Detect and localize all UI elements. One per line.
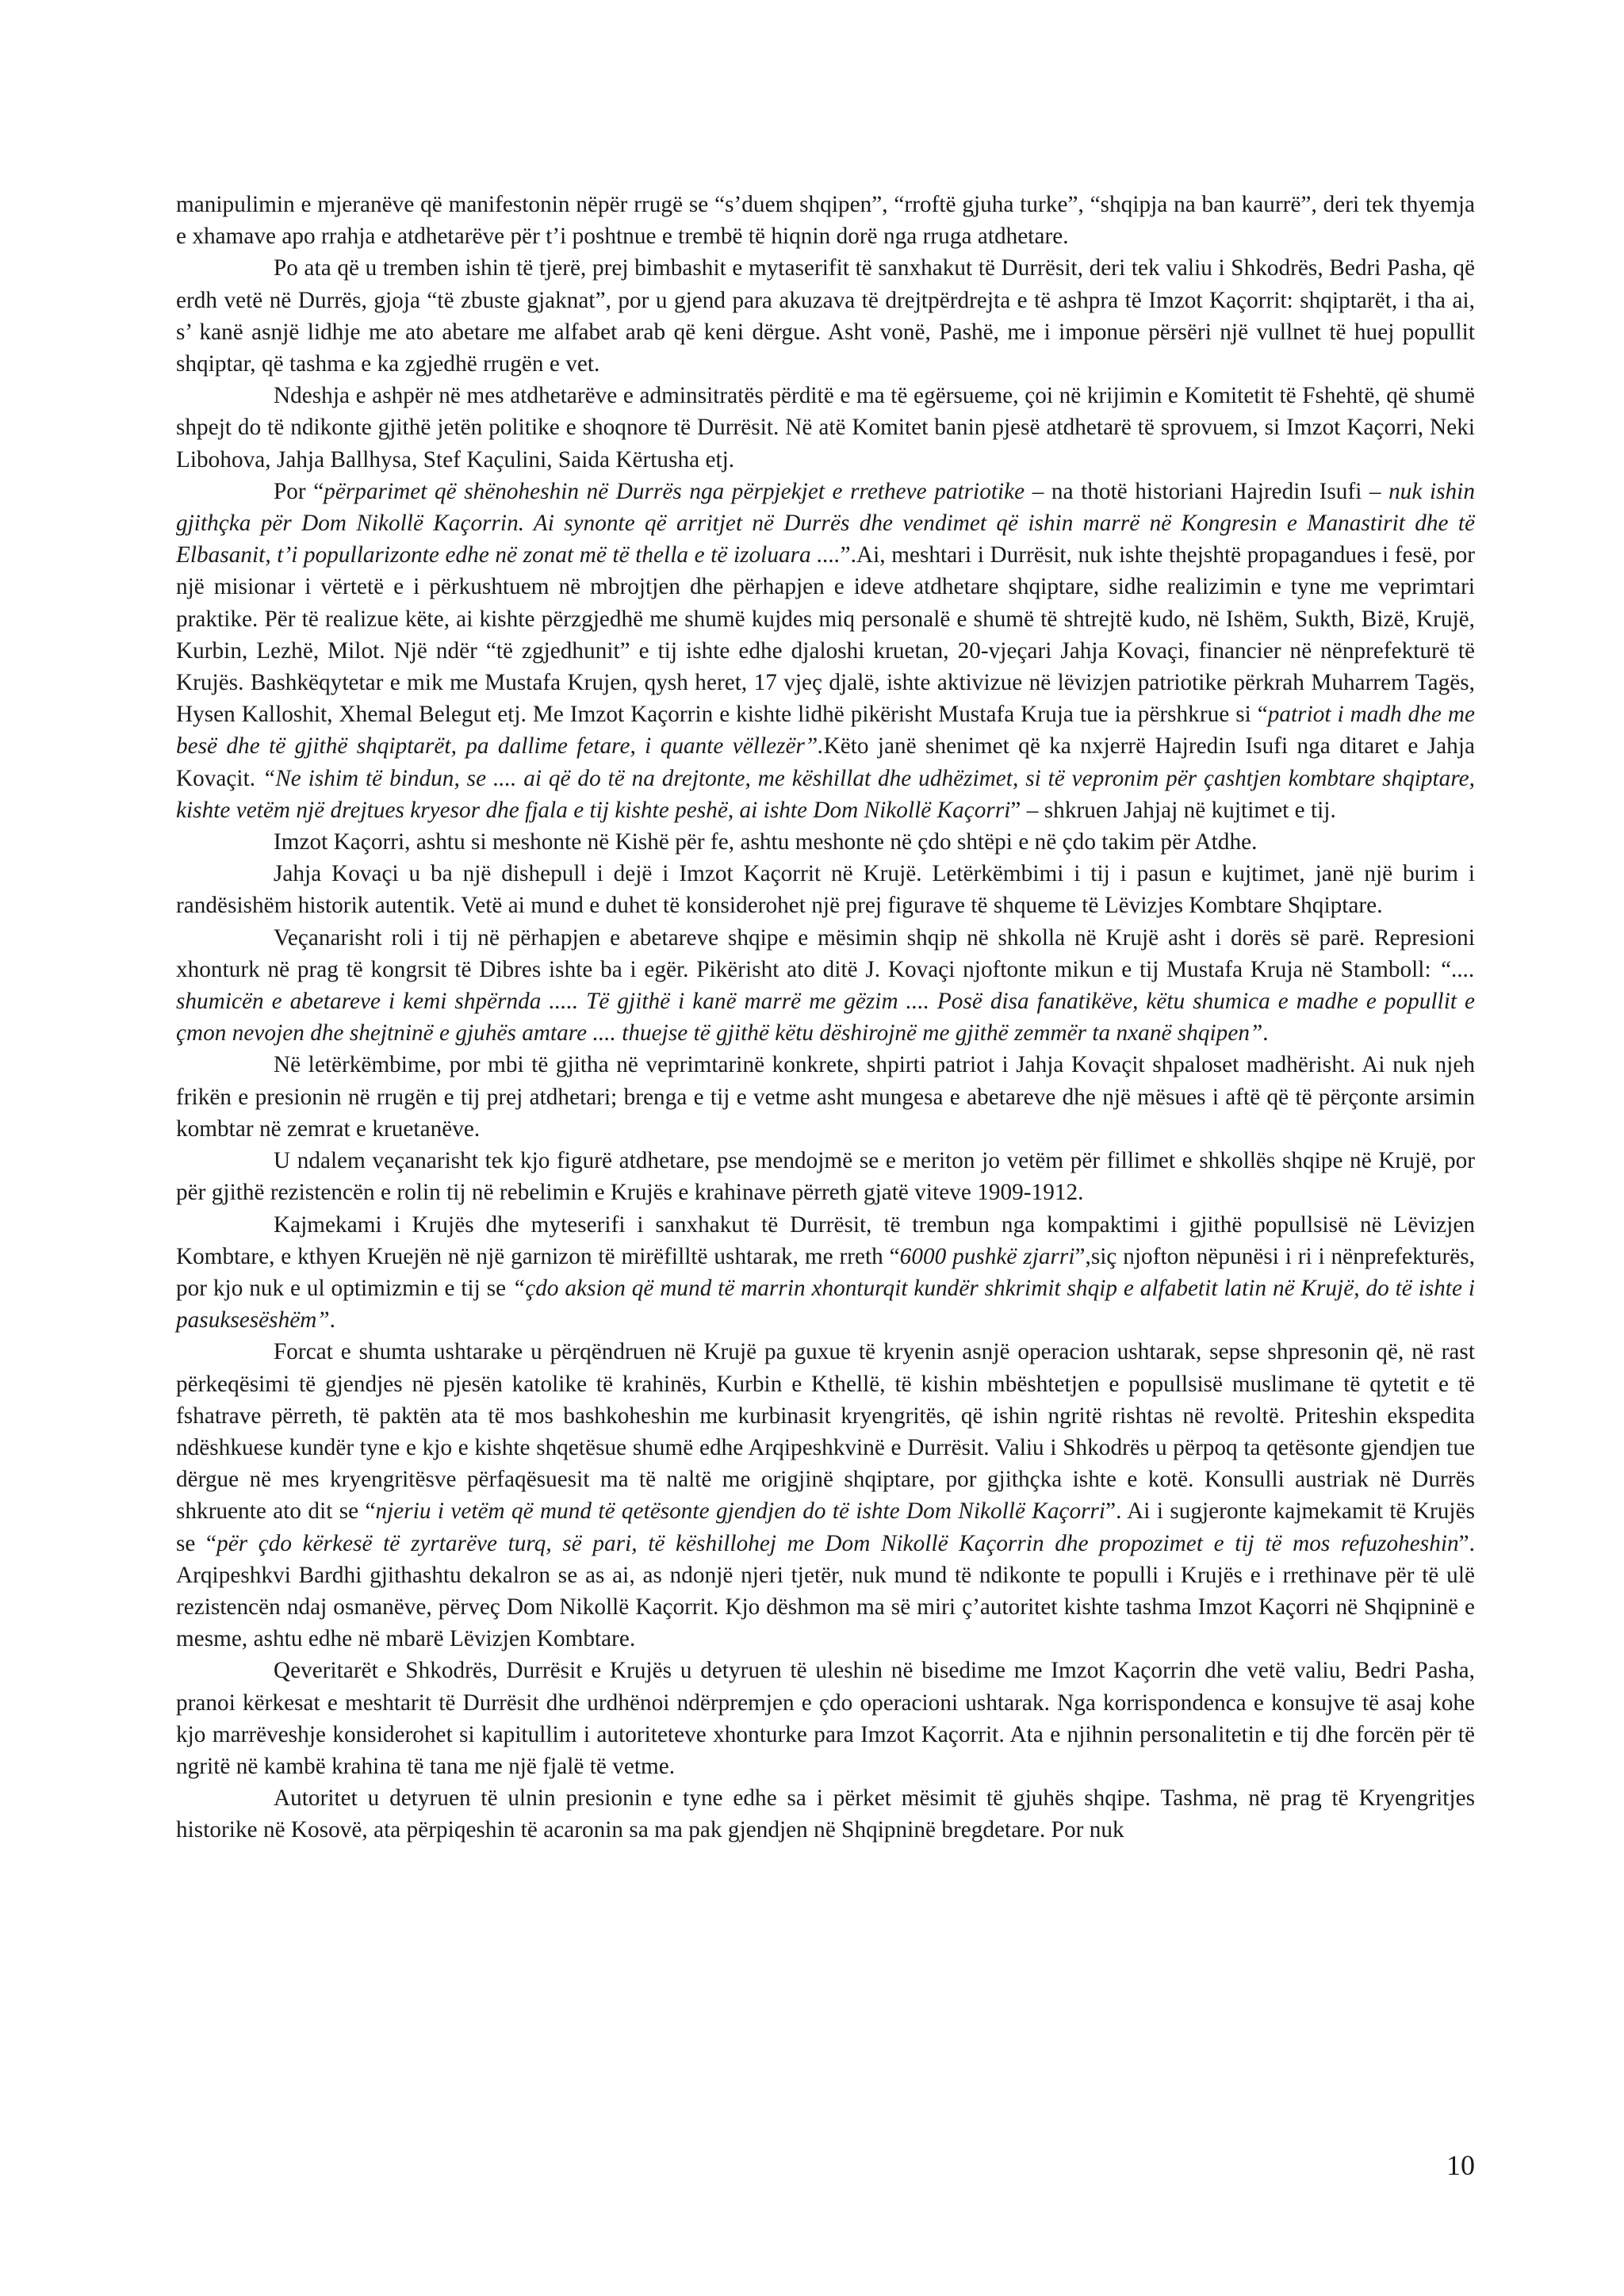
paragraph [176,1145,1475,1208]
paragraph [176,1336,1475,1655]
paragraph [176,1655,1475,1782]
text-run: Imzot Kaçorri, ashtu si meshonte në Kishë për fe, ashtu meshonte në çdo shtëpi e në çdo takim për Atdhe. [274,829,1258,855]
text-run: Autoritet u detyruen të ulnin presionin e tyne edhe sa i përket mësimit të gjuhës shqipe. Tashma, në prag të Kryengritjes historike në Kosovë, ata përpiqeshin të acaronin sa ma pak gjendjen në Shqipninë bregdetare. Por nuk [176,1785,1475,1843]
page-number: 10 [1446,2149,1475,2181]
text-run: ”. Ai i sugjeronte kajmekamit të Krujës se “ [176,1498,1475,1556]
italic-quote: 6000 pushkë zjarri [899,1243,1075,1269]
text-run: ”.Ai, meshtari i Durrësit, nuk ishte thejshtë propagandues i fesë, por një misionar i vërtetë e i përkushtuem në mbrojtjen dhe përhapjen e ideve atdhetare shqiptare, sidhe realizimin e tyne me veprimtari praktike. Për të realizue këte, ai kishte përzgjedhë me shumë kujdes miq personalë e shumë të shtrejtë kudo, në Ishëm, Sukth, Bizë, Krujë, Kurbin, Lezhë, Milot. Një ndër “të zgjedhunit” e tij ishte edhe djaloshi kruetan, 20-vjeçari Jahja Kovaçi, financier në nënprefekturë të Krujës. Bashkëqytetar e mik me Mustafa Krujen, qysh heret, 17 vjeç djalë, ishte aktivizue në lëvizjen patriotike përkrah Muharrem Tagës, Hysen Kalloshit, Xhemal Belegut etj. Me Imzot Kaçorrin e kishte lidhë pikërisht Mustafa Kruja tue ia përshkrue si “ [176,542,1475,728]
text-run: Ndeshja e ashpër në mes atdhetarëve e adminsitratës përditë e ma të egërsueme, çoi në krijimin e Komitetit të Fshehtë, që shumë shpejt do të ndikonte gjithë jetën politike e shoqnore të Durrësit. Në atë Komitet banin pjesë atdhetarë të sprovuem, si Imzot Kaçorri, Neki Libohova, Jahja Ballhysa, Stef Kaçulini, Saida Kërtusha etj. [176,383,1475,473]
paragraph [176,826,1475,858]
text-run: ”,siç njofton nëpunësi i ri i nënprefekturës, por kjo nuk e ul optimizmin e tij se [176,1243,1476,1301]
paragraph [176,922,1475,1050]
text-run: Veçanarisht roli i tij në përhapjen e abetareve shqipe e mësimin shqip në shkolla në Krujë asht i dorës së parë. Represioni xhonturk në prag të kongrsit të Dibres ishte ba i egër. Pikërisht ato ditë J. Kovaçi njoftonte mikun e tij Mustafa Kruja në Stamboll: [176,924,1475,982]
italic-quote: përparimet që shënoheshin në Durrës nga përpjekjet e rretheve patriotike [324,478,1025,504]
italic-quote: “.... shumicën e abetareve i kemi shpërnda ..... Të gjithë i kanë marrë me gëzim .... Posë disa fanatikëve, këtu shumica e madhe e popullit e çmon nevojen dhe shejtninë e gjuhës amtare .... thuejse të gjithë këtu dëshirojnë me gjithë zemmër ta nxanë shqipen” [176,956,1475,1047]
paragraph [176,252,1475,380]
text-run: manipulimin e mjeranëve që manifestonin nëpër rrugë se “s’duem shqipen”, “rroftë gjuha turke”, “shqipja na ban kaurrë”, deri tek thyemja e xhamave apo rrahja e atdhetarëve për t’i poshtnue e trembë të hiqnin dorë nga rruga atdhetare. [176,192,1475,250]
text-run: – na thotë historiani Hajredin Isufi – [1025,478,1389,504]
text-run: Kajmekami i Krujës dhe myteserifi i sanxhakut të Durrësit, të trembun nga kompaktimi i gjithë popullsisë në Lëvizjen Kombtare, e kthyen Kruejën në një garnizon të mirëfilltë ushtarak, me rreth “ [176,1211,1475,1269]
text-run: Por “ [274,478,324,504]
paragraph [176,1049,1475,1145]
paragraph [176,476,1475,826]
italic-quote: “Ne ishim të bindun, se .... ai që do të na drejtonte, me këshillat dhe udhëzimet, si të vepronim për çashtjen kombtare shqiptare, kishte vetëm një drejtues kryesor dhe fjala e tij kishte peshë, ai ishte Dom Nikollë Kaçorri [176,765,1475,823]
paragraph [176,380,1475,476]
text-run: Forcat e shumta ushtarake u përqëndruen në Krujë pa guxue të kryenin asnjë operacion ushtarak, sepse shpresonin që, në rast përkeqësimi të gjendjes në pjesën katolike të krahinës, Kurbin e Kthellë, të kishin mbështetjen e popullsisë muslimane të qytetit e të fshatrave përreth, të paktën ata të mos bashkoheshin me kurbinasit kryengritës, që ishin ngritë rishtas në revoltë. Priteshin ekspedita ndëshkuese kundër tyne e kjo e kishte shqetësue shumë edhe Arqipeshkvinë e Durrësit. Valiu i Shkodrës u përpoq ta qetësonte gjendjen tue dërgue në mes kryengritësve përfaqësuesit ma të naltë me origjinë shqiptare, por gjithçka ishte e kotë. Konsulli austriak në Durrës shkruente ato dit se “ [176,1339,1475,1525]
paragraph [176,1209,1475,1337]
paragraph [176,1782,1475,1846]
text-run: . [329,1307,335,1334]
text-run: Jahja Kovaçi u ba një dishepull i dejë i Imzot Kaçorrit në Krujë. Letërkëmbimi i tij i pasun e kujtimet, janë një burim i randësishëm historik autentik. Vetë ai mund e duhet të konsiderohet një prej figurave të shqueme të Lëvizjes Kombtare Shqiptare. [176,861,1475,919]
italic-quote: për çdo kërkesë të zyrtarëve turq, së pari, të këshillohej me Dom Nikollë Kaçorrin dhe propozimet e tij të mos refuzoheshin [216,1530,1459,1556]
text-run: Po ata që u tremben ishin të tjerë, prej bimbashit e mytaserifit të sanxhakut të Durrësit, deri tek valiu i Shkodrës, Bedri Pasha, që erdh vetë në Durrës, gjoja “të zbuste gjaknat”, por u gjend para akuzava të drejtpërdrejta e të ashpra të Imzot Kaçorrit: shqiptarët, i tha ai, s’ kanë asnjë lidhje me ato abetare me alfabet arab që keni dërgue. Asht vonë, Pashë, me i imponue përsëri një vullnet të huej popullit shqiptar, që tashma e ka zgjedhë rrugën e vet. [176,255,1475,377]
text-run: ” – shkruen Jahjaj në kujtimet e tij. [1010,797,1336,823]
text-run: U ndalem veçanarisht tek kjo figurë atdhetare, pse mendojmë se e meriton jo vetëm për fillimet e shkollës shqipe në Krujë, por për gjithë rezistencën e rolin tij në rebelimin e Krujës e krahinave përreth gjatë viteve 1909-1912. [176,1148,1475,1206]
text-run: Në letërkëmbime, por mbi të gjitha në veprimtarinë konkrete, shpirti patriot i Jahja Kovaçit shpaloset madhërisht. Ai nuk njeh frikën e presionin në rrugën e tij prej atdhetari; brenga e tij e vetme asht mungesa e abetareve dhe një mësues i aftë që të përçonte arsimin kombtar në zemrat e kruetanëve. [176,1052,1475,1142]
text-run: . [1262,1020,1269,1047]
paragraph [176,189,1475,252]
italic-quote: “çdo aksion që mund të marrin xhonturqit kundër shkrimit shqip e alfabetit latin në Krujë, do të ishte i pasuksesëshëm” [176,1275,1475,1334]
text-run: Këto janë shenimet që ka nxjerrë Hajredin Isufi nga ditaret e Jahja Kovaçit. [176,733,1475,791]
text-run: Qeveritarët e Shkodrës, Durrësit e Krujës u detyruen të uleshin në bisedime me Imzot Kaçorrin dhe vetë valiu, Bedri Pasha, pranoi kërkesat e meshtarit të Durrësit dhe urdhënoi ndërpremjen e çdo operacioni ushtarak. Nga korrispondenca e konsujve të asaj kohe kjo marrëveshje konsiderohet si kapitullim i autoriteteve xhonturke para Imzot Kaçorrit. Ata e njihnin personalitetin e tij dhe forcën për të ngritë në kambë krahina të tana me një fjalë të vetme. [176,1658,1475,1779]
italic-quote: patriot i madh dhe me besë dhe të gjithë shqiptarët, pa dallime fetare, i quante vëllezër”. [176,702,1475,760]
italic-quote: njeriu i vetëm që mund të qetësonte gjendjen do të ishte Dom Nikollë Kaçorri [375,1498,1106,1525]
italic-quote: nuk ishin gjithçka për Dom Nikollë Kaçorrin. Ai synonte që arritjet në Durrës dhe vendimet që ishin marrë në Kongresin e Manastirit dhe të Elbasanit, t’i popullarizonte edhe në zonat më të thella e të izoluara .... [176,478,1475,568]
document-body [176,189,1475,1846]
text-run: ”. Arqipeshkvi Bardhi gjithashtu dekalron se as ai, as ndonjë njeri tjetër, nuk mund të ndikonte te populli i Krujës e i rrethinave për të ulë rezistencën ndaj osmanëve, përveç Dom Nikollë Kaçorrit. Kjo dëshmon ma së miri ç’autoritet kishte tashma Imzot Kaçorri në Shqipninë e mesme, ashtu edhe në mbarë Lëvizjen Kombtare. [176,1530,1476,1652]
paragraph [176,858,1475,921]
